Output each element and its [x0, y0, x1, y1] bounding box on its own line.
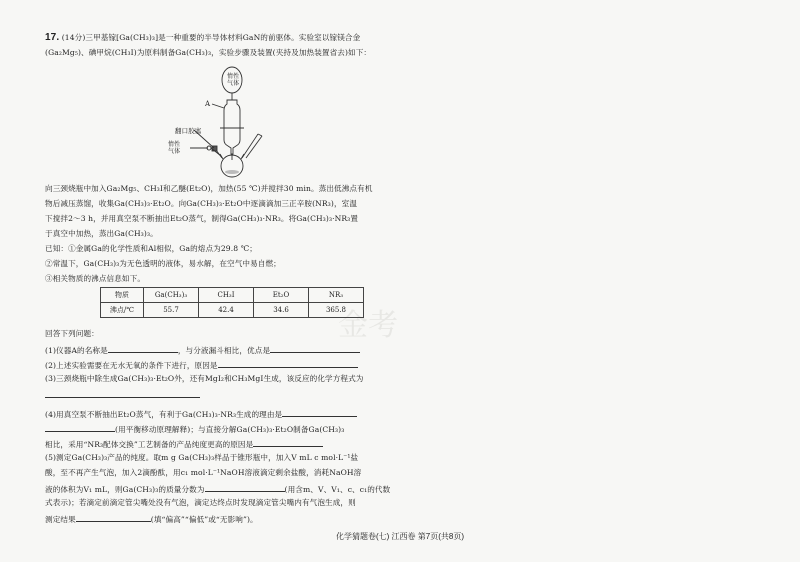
- intro-line-1: (14分)三甲基镓[Ga(CH₃)₃]是一种重要的半导体材料GaN的前驱体。实验室以镓镁合金: [61, 33, 361, 42]
- table-row-label: 沸点/℃: [101, 303, 144, 318]
- q1-text-b: ，与分液漏斗相比，优点是: [177, 346, 271, 355]
- q5-text-f: 测定结果: [45, 515, 76, 524]
- sub-question-5-line-4: 式表示)；若滴定前滴定管尖嘴处没有气泡，滴定达终点时发现滴定管尖嘴内有气泡生成，则: [45, 498, 356, 507]
- sub-question-4-line-3: [45, 438, 323, 450]
- table-cell: 34.6: [254, 303, 309, 318]
- answer-blank[interactable]: [218, 359, 358, 368]
- answer-blank[interactable]: [108, 344, 178, 353]
- label-A: A: [205, 100, 211, 108]
- label-inert-gas-left: 惰性气体: [168, 141, 181, 155]
- question-number: 17.: [45, 32, 60, 43]
- table-header-cell: 物质: [101, 288, 144, 303]
- sub-question-5-line-1: (5)测定Ga(CH₃)₃产品的纯度。取m g Ga(CH₃)₃样品于锥形瓶中，加入V mL c mol·L⁻¹盐: [45, 453, 359, 462]
- sub-question-1: [45, 344, 360, 356]
- procedure-line-4: 于真空中加热，蒸出Ga(CH₃)₃。: [45, 229, 158, 238]
- answer-blank[interactable]: [45, 423, 115, 432]
- procedure-line-3: 下搅拌2～3 h，并用真空泵不断抽出Et₂O蒸气，制得Ga(CH₃)₃·NR₃。将Ga(CH₃)₃·NR₃置: [45, 214, 359, 223]
- answer-blank[interactable]: [253, 438, 323, 447]
- known-3: ③相关物质的沸点信息如下。: [45, 274, 146, 283]
- sub-question-4-line-2: [45, 423, 344, 435]
- q4-text-a: (4)用真空泵不断抽出Et₂O蒸气，有利于Ga(CH₃)₃·NR₃生成的理由是: [45, 410, 283, 419]
- label-inert-gas-top: 惰性气体: [227, 73, 240, 87]
- answer-blank[interactable]: [76, 513, 151, 522]
- sub-question-2: [45, 359, 358, 371]
- known-1: 已知：①金属Ga的化学性质和Al相似，Ga的熔点为29.8 ℃；: [45, 244, 257, 253]
- q4-text-b: (用平衡移动原理解释)；与直接分解Ga(CH₃)₃·Et₂O制备Ga(CH₃)₃: [115, 425, 345, 434]
- answer-blank[interactable]: [282, 408, 357, 417]
- procedure-line-1: 向三颈烧瓶中加入Ga₂Mg₅、CH₃I和乙醚(Et₂O)，加热(55 ℃)并搅拌30 min。蒸出低沸点有机: [45, 184, 373, 193]
- sub-question-5-line-3: [45, 483, 390, 495]
- sub-question-3-answer: [45, 389, 200, 401]
- procedure-line-2: 物后减压蒸馏，收集Ga(CH₃)₃·Et₂O。向Ga(CH₃)₃·Et₂O中逐滴滴加三正辛胺(NR₃)，室温: [45, 199, 358, 208]
- watermark: 金考: [338, 308, 398, 343]
- table-header-cell: Et₂O: [254, 288, 309, 303]
- sub-question-5-line-2: 酸，至不再产生气泡，加入2滴酚酞，用c₁ mol·L⁻¹NaOH溶液滴定剩余盐酸，消耗NaOH溶: [45, 468, 362, 477]
- table-header-cell: Ga(CH₃)₃: [144, 288, 199, 303]
- q2-text: (2)上述实验需要在无水无氧的条件下进行，原因是: [45, 361, 218, 370]
- sub-question-5-line-5: [45, 513, 258, 525]
- table-header-cell: NR₃: [309, 288, 364, 303]
- q5-text-g: (填“偏高”“偏低”或“无影响”)。: [150, 515, 258, 524]
- table-header-cell: CH₃I: [199, 288, 254, 303]
- answer-blank[interactable]: [205, 483, 285, 492]
- answer-intro: 回答下列问题：: [45, 329, 99, 338]
- sub-question-4: [45, 408, 357, 420]
- table-cell: 42.4: [199, 303, 254, 318]
- table-cell: 55.7: [144, 303, 199, 318]
- answer-blank[interactable]: [45, 389, 200, 398]
- q5-text-c: 液的体积为V₁ mL，则Ga(CH₃)₃的质量分数为: [45, 485, 205, 494]
- label-septum: 翻口胶塞: [175, 127, 202, 135]
- apparatus-figure: [160, 62, 280, 180]
- q3-text: (3)三颈烧瓶中除生成Ga(CH₃)₃·Et₂O外，还有MgI₂和CH₃MgI生成，该反应的化学方程式为: [45, 374, 364, 383]
- table-row: [101, 303, 364, 318]
- q5-text-d: (用含m、V、V₁、c、c₁的代数: [284, 485, 391, 494]
- page-footer: 化学猜题卷(七) 江西卷 第7页(共8页): [336, 532, 464, 541]
- intro-line-2: (Ga₂Mg₅)、碘甲烷(CH₃I)为原料制备Ga(CH₃)₃，实验步骤及装置(夹持及加热装置省去)如下：: [45, 48, 372, 57]
- table-cell: 365.8: [309, 303, 364, 318]
- q4-text-c: 相比，采用“NR₃配体交换”工艺制备的产品纯度更高的原因是: [45, 440, 254, 449]
- table-header-row: [101, 288, 364, 303]
- answer-blank[interactable]: [270, 344, 360, 353]
- sub-question-3: [45, 374, 364, 384]
- known-2: ②常温下，Ga(CH₃)₃为无色透明的液体，易水解，在空气中易自燃；: [45, 259, 281, 268]
- q1-text-a: (1)仪器A的名称是: [45, 346, 108, 355]
- question-header: [45, 33, 360, 43]
- boiling-point-table: [100, 287, 364, 318]
